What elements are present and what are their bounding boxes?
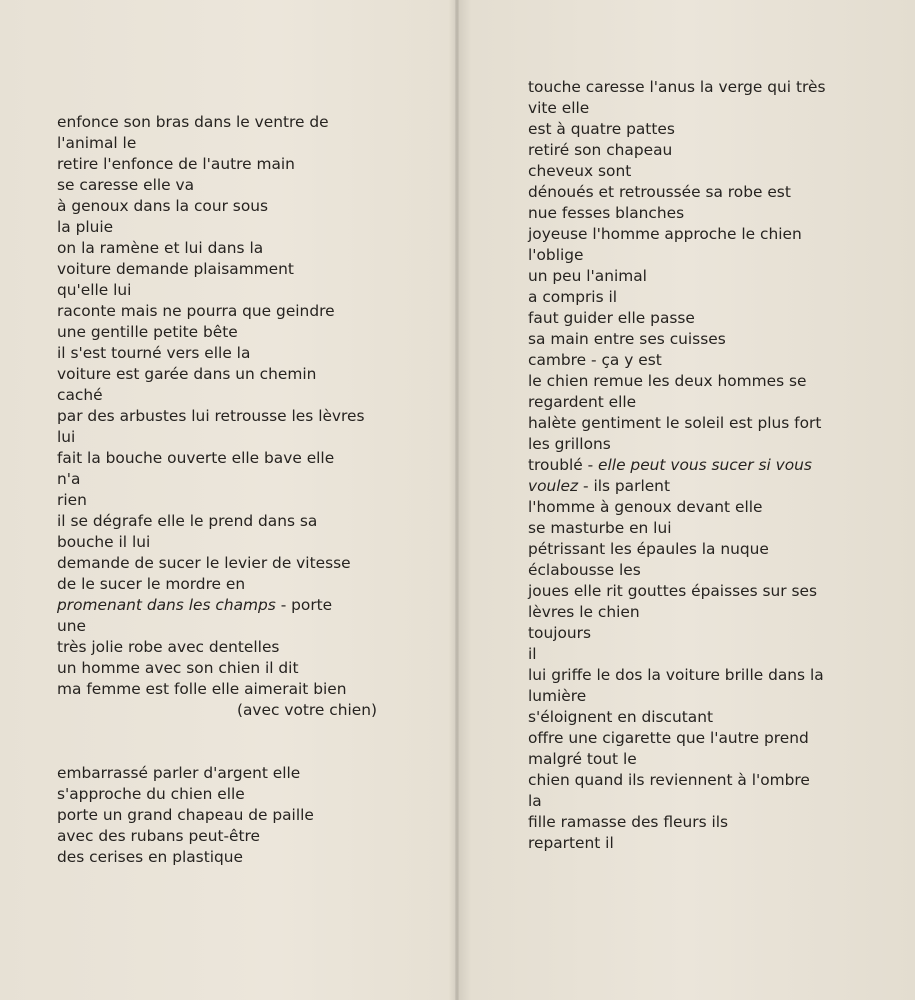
text-line: joues elle rit gouttes épaisses sur ses	[528, 582, 817, 600]
text-line: ma femme est folle elle aimerait bien	[57, 680, 347, 698]
text-line: l'animal le	[57, 134, 137, 152]
text-line: toujours	[528, 624, 591, 642]
text-line: halète gentiment le soleil est plus fort	[528, 414, 822, 432]
text-line: se masturbe en lui	[528, 519, 672, 537]
text-line: on la ramène et lui dans la	[57, 239, 264, 257]
text-line: une gentille petite bête	[57, 323, 238, 341]
text-line: il se dégrafe elle le prend dans sa	[57, 512, 318, 530]
text-line	[528, 476, 825, 497]
text-line: la	[528, 792, 542, 810]
text-line: retiré son chapeau	[528, 141, 673, 159]
text-line: demande de sucer le levier de vitesse	[57, 554, 351, 572]
text-line: bouche il lui	[57, 533, 151, 551]
text-fragment: - ils parlent	[578, 477, 670, 495]
text-line: fille ramasse des fleurs ils	[528, 813, 729, 831]
text-line: la pluie	[57, 218, 114, 236]
text-line: éclabousse les	[528, 561, 641, 579]
italic-phrase: promenant dans les champs	[57, 596, 276, 614]
text-line: voiture demande plaisamment	[57, 260, 294, 278]
text-line: des cerises en plastique	[57, 848, 243, 866]
text-line: il s'est tourné vers elle la	[57, 344, 251, 362]
text-line: vite elle	[528, 99, 590, 117]
text-line: a compris il	[528, 288, 618, 306]
text-line: un homme avec son chien il dit	[57, 659, 299, 677]
text-line: regardent elle	[528, 393, 637, 411]
text-line: lui griffe le dos la voiture brille dans la	[528, 666, 824, 684]
text-line: lui	[57, 428, 76, 446]
text-line: lumière	[528, 687, 587, 705]
text-line: une	[57, 617, 86, 635]
text-line: offre une cigarette que l'autre prend	[528, 729, 809, 747]
left-page	[0, 0, 457, 1000]
text-line: de le sucer le mordre en	[57, 575, 246, 593]
text-line: très jolie robe avec dentelles	[57, 638, 280, 656]
text-line: fait la bouche ouverte elle bave elle	[57, 449, 335, 467]
text-line: enfonce son bras dans le ventre de	[57, 113, 329, 131]
italic-phrase: elle peut vous sucer si vous	[598, 456, 812, 474]
text-line: qu'elle lui	[57, 281, 132, 299]
text-line: pétrissant les épaules la nuque	[528, 540, 769, 558]
text-line	[528, 455, 825, 476]
text-line: à genoux dans la cour sous	[57, 197, 269, 215]
italic-phrase: voulez	[528, 477, 579, 495]
text-line	[57, 595, 377, 616]
text-line: rien	[57, 491, 87, 509]
text-line: touche caresse l'anus la verge qui très	[528, 78, 826, 96]
text-line: repartent il	[528, 834, 614, 852]
text-line: caché	[57, 386, 103, 404]
text-line: joyeuse l'homme approche le chien	[528, 225, 802, 243]
text-line: le chien remue les deux hommes se	[528, 372, 807, 390]
text-line: il	[528, 645, 537, 663]
stanza-break	[57, 721, 377, 763]
text-line: nue fesses blanches	[528, 204, 685, 222]
text-fragment: troublé -	[528, 456, 599, 474]
text-line: sa main entre ses cuisses	[528, 330, 726, 348]
text-line: raconte mais ne pourra que geindre	[57, 302, 335, 320]
text-line: l'oblige	[528, 246, 584, 264]
text-line: lèvres le chien	[528, 603, 640, 621]
text-line: malgré tout le	[528, 750, 637, 768]
text-fragment: - porte	[275, 596, 333, 614]
text-line: avec des rubans peut-être	[57, 827, 261, 845]
text-line: dénoués et retroussée sa robe est	[528, 183, 791, 201]
text-line: par des arbustes lui retrousse les lèvres	[57, 407, 365, 425]
text-line: retire l'enfonce de l'autre main	[57, 155, 295, 173]
text-line: s'éloignent en discutant	[528, 708, 714, 726]
text-line: n'a	[57, 470, 81, 488]
text-line: faut guider elle passe	[528, 309, 695, 327]
text-line: porte un grand chapeau de paille	[57, 806, 314, 824]
text-line: embarrassé parler d'argent elle	[57, 764, 301, 782]
text-line: l'homme à genoux devant elle	[528, 498, 763, 516]
left-page-text	[57, 112, 377, 868]
right-page-text	[528, 77, 825, 854]
text-line: un peu l'animal	[528, 267, 647, 285]
text-line: chien quand ils reviennent à l'ombre	[528, 771, 810, 789]
text-line: les grillons	[528, 435, 611, 453]
text-line: se caresse elle va	[57, 176, 195, 194]
text-line: (avec votre chien)	[237, 701, 377, 719]
text-line: cheveux sont	[528, 162, 632, 180]
text-line: s'approche du chien elle	[57, 785, 245, 803]
right-page	[458, 0, 915, 1000]
text-line: voiture est garée dans un chemin	[57, 365, 317, 383]
text-line: cambre - ça y est	[528, 351, 662, 369]
text-line: est à quatre pattes	[528, 120, 675, 138]
